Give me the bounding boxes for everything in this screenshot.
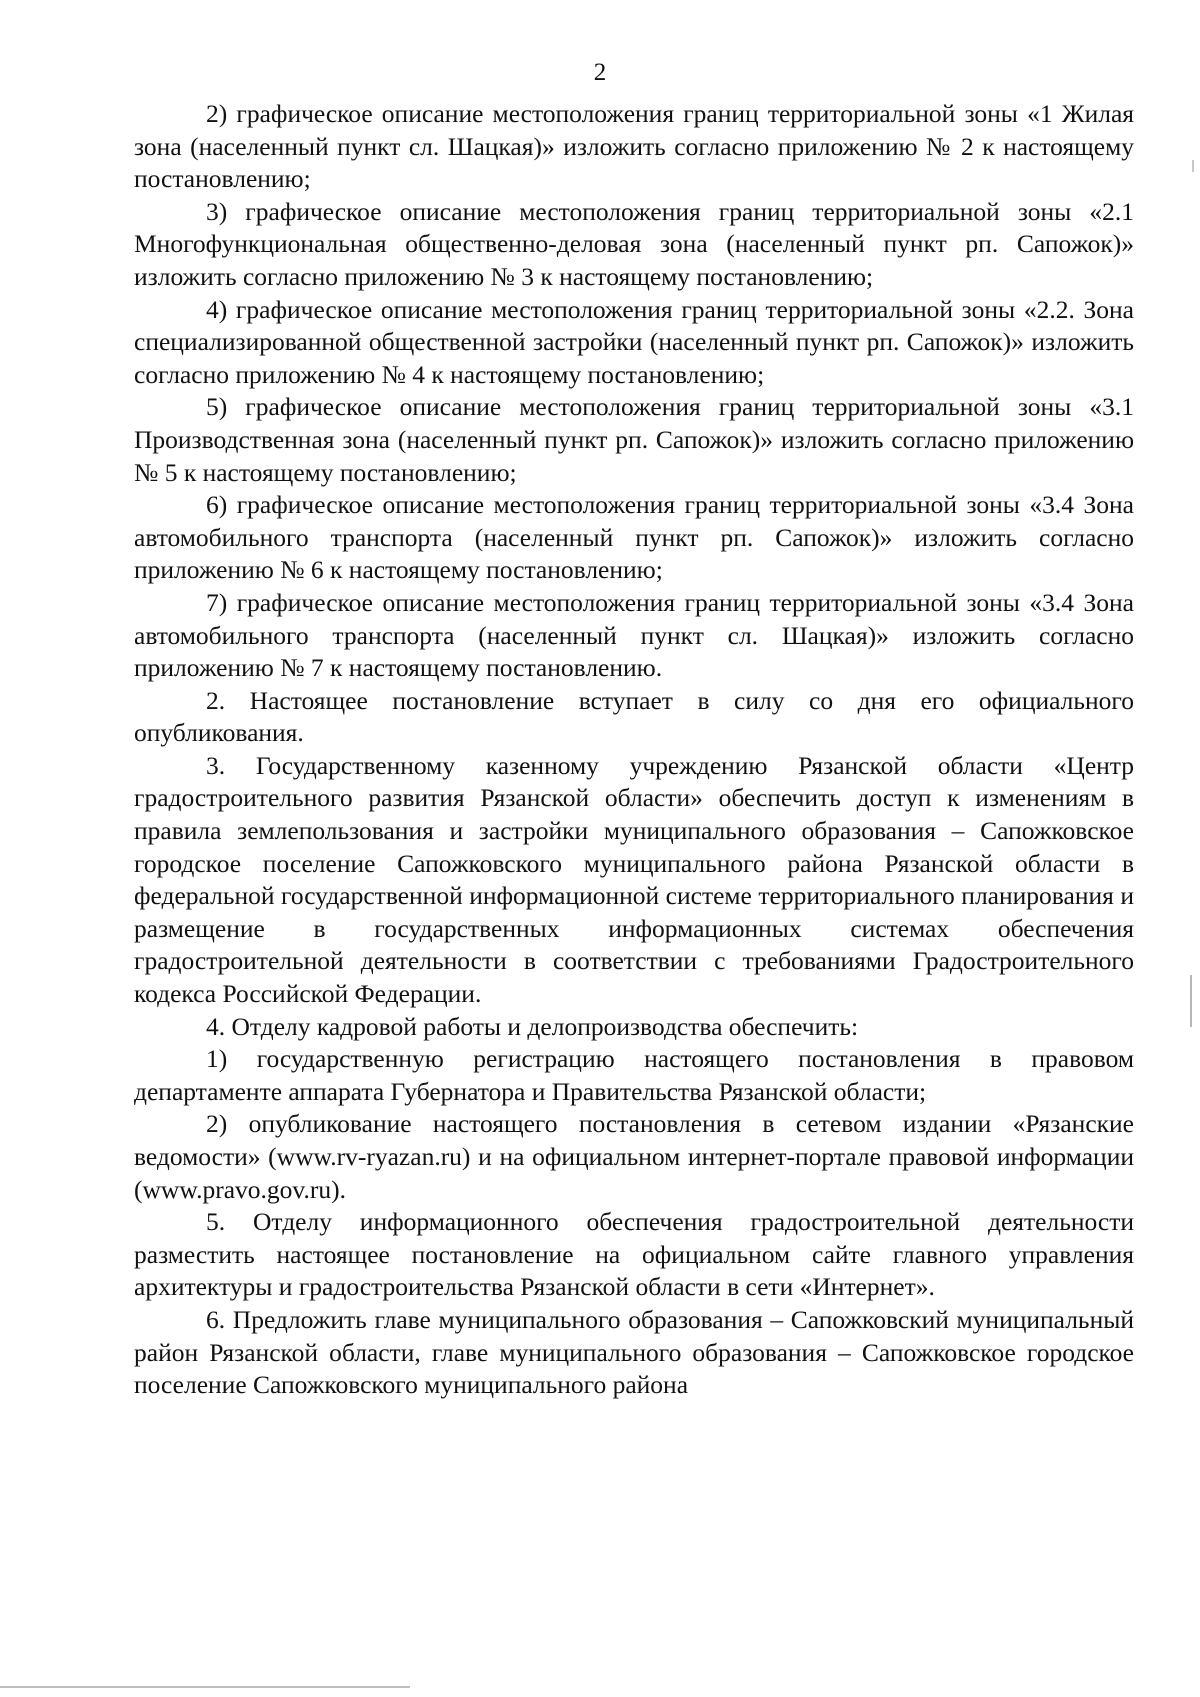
list-item-6-zone-description: 6) графическое описание местоположения границ территориальной зоны «3.4 Зона автомобильного транспорта (населенный пункт рп. Сапожок)» изложить согласно приложению № 6 к настоящему постановлению;: [134, 490, 1134, 585]
scan-artifact-line: [1192, 160, 1194, 172]
scan-artifact-line: [1190, 975, 1192, 1027]
list-item-3-zone-description: 3) графическое описание местоположения границ территориальной зоны «2.1 Многофункциональная общественно-деловая зона (населенный пункт рп. Сапожок)» изложить согласно приложению № 3 к настоящему постановлению;: [134, 196, 1134, 291]
clause-4-subitem-2-publication: 2) опубликование настоящего постановления в сетевом издании «Рязанские ведомости» (www.rv-ryazan.ru) и на официальном интернет-портале правовой информации (www.pravo.gov.ru).: [134, 1109, 1134, 1204]
list-item-2-zone-description: 2) графическое описание местоположения границ территориальной зоны «1 Жилая зона (населенный пункт сл. Шацкая)» изложить согласно приложению № 2 к настоящему постановлению;: [134, 99, 1134, 194]
scan-artifact-line: [0, 1686, 410, 1688]
list-item-4-zone-description: 4) графическое описание местоположения границ территориальной зоны «2.2. Зона специализированной общественной застройки (населенный пункт рп. Сапожок)» изложить согласно приложению № 4 к настоящему постановлению;: [134, 294, 1134, 389]
clause-4-records-department: 4. Отделу кадровой работы и делопроизводства обеспечить:: [206, 1011, 859, 1041]
clause-6-proposal: 6. Предложить главе муниципального образования – Сапожковский муниципальный район Рязанской области, главе муниципального образования – Сапожковское городское поселение Сапожковского муниципального района: [134, 1304, 1134, 1400]
clause-3-access-provision: 3. Государственному казенному учреждению Рязанской области «Центр градостроительного развития Рязанской области» обеспечить доступ к изменениям в правила землепользования и застройки муниципального образования – Сапожковское городское поселение Сапожковского муниципального района Рязанской области в федеральной государственной информационной системе территориального планирования и размещение в государственных информационных системах обеспечения градостроительной деятельности в соответствии с требованиями Градостроительного кодекса Российской Федерации.: [134, 750, 1134, 1009]
clause-2-effective-date: 2. Настоящее постановление вступает в силу со дня его официального опубликования.: [134, 685, 1134, 748]
list-item-7-zone-description: 7) графическое описание местоположения границ территориальной зоны «3.4 Зона автомобильного транспорта (населенный пункт сл. Шацкая)» изложить согласно приложению № 7 к настоящему постановлению.: [134, 587, 1134, 683]
clause-4-subitem-1-registration: 1) государственную регистрацию настоящего постановления в правовом департаменте аппарата Губернатора и Правительства Рязанской области;: [134, 1044, 1134, 1106]
list-item-5-zone-description: 5) графическое описание местоположения границ территориальной зоны «3.1 Производственная зона (населенный пункт рп. Сапожок)» изложить согласно приложению № 5 к настоящему постановлению;: [134, 392, 1134, 487]
clause-5-website-publication: 5. Отделу информационного обеспечения градостроительной деятельности разместить настоящее постановление на официальном сайте главного управления архитектуры и градостроительства Рязанской области в сети «Интернет».: [134, 1207, 1134, 1302]
document-body: [134, 98, 1134, 1402]
page-number: 2: [593, 59, 607, 86]
